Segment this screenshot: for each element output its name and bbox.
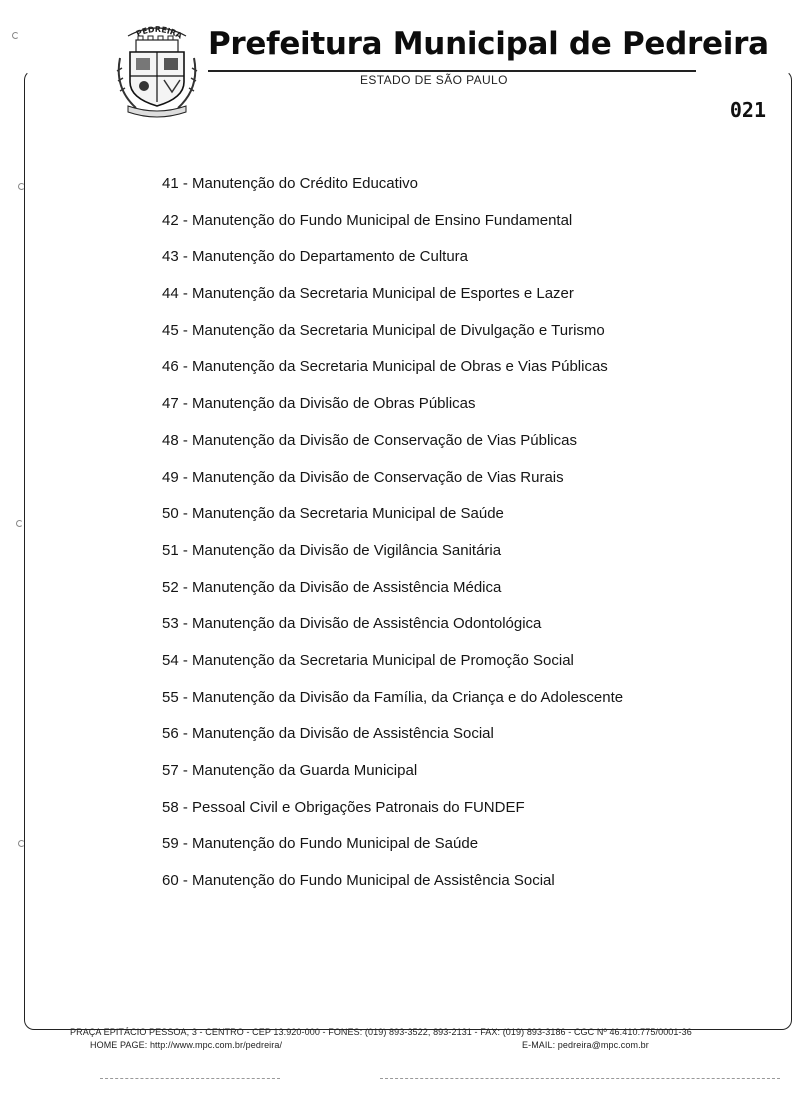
title-underline [208,70,696,72]
list-item: 50 - Manutenção da Secretaria Municipal de Saúde [162,505,504,523]
crest-text: PEDREIRA [134,24,184,41]
list-item: 56 - Manutenção da Divisão de Assistência Social [162,725,494,743]
list-item: 59 - Manutenção do Fundo Municipal de Saúde [162,835,479,853]
list-item: 42 - Manutenção do Fundo Municipal de Ensino Fundamental [162,211,573,229]
footer-address: PRAÇA EPITÁCIO PESSOA, 3 - CENTRO - CEP 13.920-000 - FONES: (019) 893-3522, 893-2131 - FAX: (019) 893-3186 - CGC Nº 46.410.775/0001-36 [70,1027,692,1037]
list-item: 45 - Manutenção da Secretaria Municipal de Divulgação e Turismo [162,321,605,339]
list-item: 46 - Manutenção da Secretaria Municipal de Obras e Vias Públicas [162,358,608,376]
list-item: 41 - Manutenção do Crédito Educativo [162,175,418,192]
list-item: 49 - Manutenção da Divisão de Conservação de Vias Rurais [162,468,564,486]
list-item: 43 - Manutenção do Departamento de Cultura [162,248,469,266]
scan-artifact-mark [16,520,23,527]
scan-artifact-mark [12,32,19,39]
list-item: 60 - Manutenção do Fundo Municipal de Assistência Social [162,872,555,890]
list-item: 47 - Manutenção da Divisão de Obras Públicas [162,395,476,413]
footer-homepage: HOME PAGE: http://www.mpc.com.br/pedreira/ [90,1040,283,1050]
list-item: 57 - Manutenção da Guarda Municipal [162,762,418,779]
state-subtitle: ESTADO DE SÃO PAULO [360,73,508,87]
list-item: 55 - Manutenção da Divisão da Família, da Criança e do Adolescente [162,688,624,706]
svg-text:PEDREIRA [135,25,184,41]
municipal-crest-logo [114,18,200,118]
list-item: 53 - Manutenção da Divisão de Assistência Odontológica [162,615,542,633]
scan-artifact-mark [18,183,25,190]
scan-artifact-line [100,1078,280,1079]
list-item: 51 - Manutenção da Divisão de Vigilância Sanitária [162,541,502,559]
page-title: Prefeitura Municipal de Pedreira [208,26,769,62]
list-item: 52 - Manutenção da Divisão de Assistência Médica [162,578,502,596]
list-item: 44 - Manutenção da Secretaria Municipal de Esportes e Lazer [162,285,574,303]
program-list [162,174,623,908]
footer [70,1027,780,1054]
list-item: 48 - Manutenção da Divisão de Conservação de Vias Públicas [162,431,577,449]
scan-artifact-mark [18,840,25,847]
list-item: 58 - Pessoal Civil e Obrigações Patronais do FUNDEF [162,798,525,816]
footer-email: E-MAIL: pedreira@mpc.com.br [522,1040,649,1050]
page-number: 021 [729,98,766,122]
scan-artifact-line [380,1078,780,1079]
list-item: 54 - Manutenção da Secretaria Municipal de Promoção Social [162,651,574,669]
